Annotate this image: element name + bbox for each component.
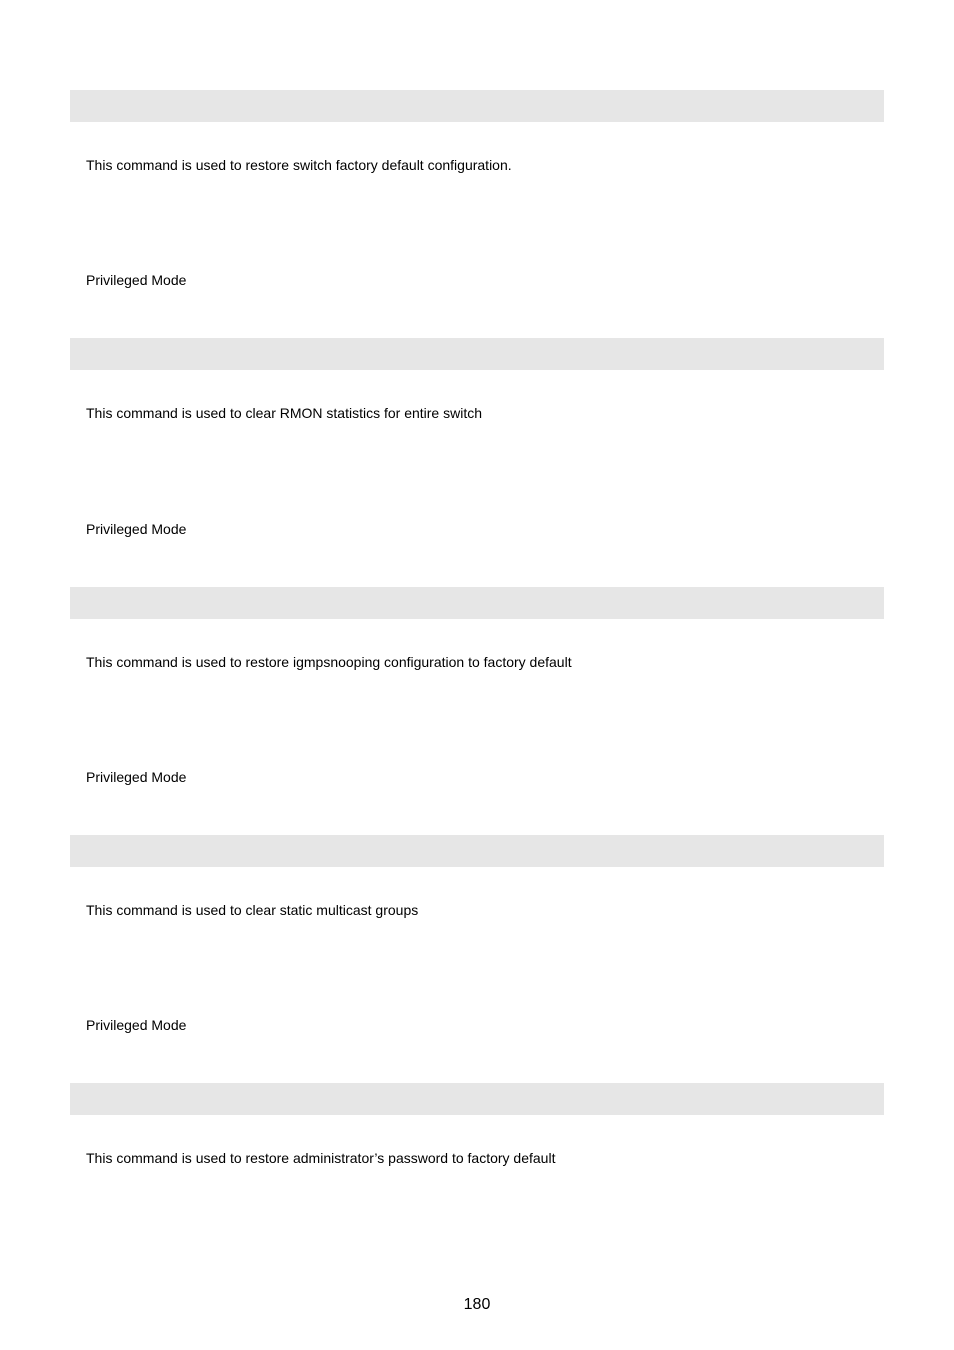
- command-mode: Privileged Mode: [86, 769, 187, 785]
- command-description: This command is used to restore administrator’s password to factory default: [86, 1150, 556, 1166]
- command-mode: Privileged Mode: [86, 521, 187, 537]
- command-description: This command is used to clear static multicast groups: [86, 902, 419, 918]
- page-number: 180: [463, 1296, 491, 1313]
- command-header-band: [70, 587, 884, 619]
- command-header-band: [70, 90, 884, 122]
- command-description: This command is used to clear RMON statistics for entire switch: [86, 405, 483, 421]
- command-mode: Privileged Mode: [86, 272, 187, 288]
- command-header-band: [70, 338, 884, 370]
- command-mode: Privileged Mode: [86, 1017, 187, 1033]
- command-description: This command is used to restore igmpsnooping configuration to factory default: [86, 654, 572, 670]
- command-description: This command is used to restore switch factory default configuration.: [86, 157, 512, 173]
- command-header-band: [70, 1083, 884, 1115]
- command-header-band: [70, 835, 884, 867]
